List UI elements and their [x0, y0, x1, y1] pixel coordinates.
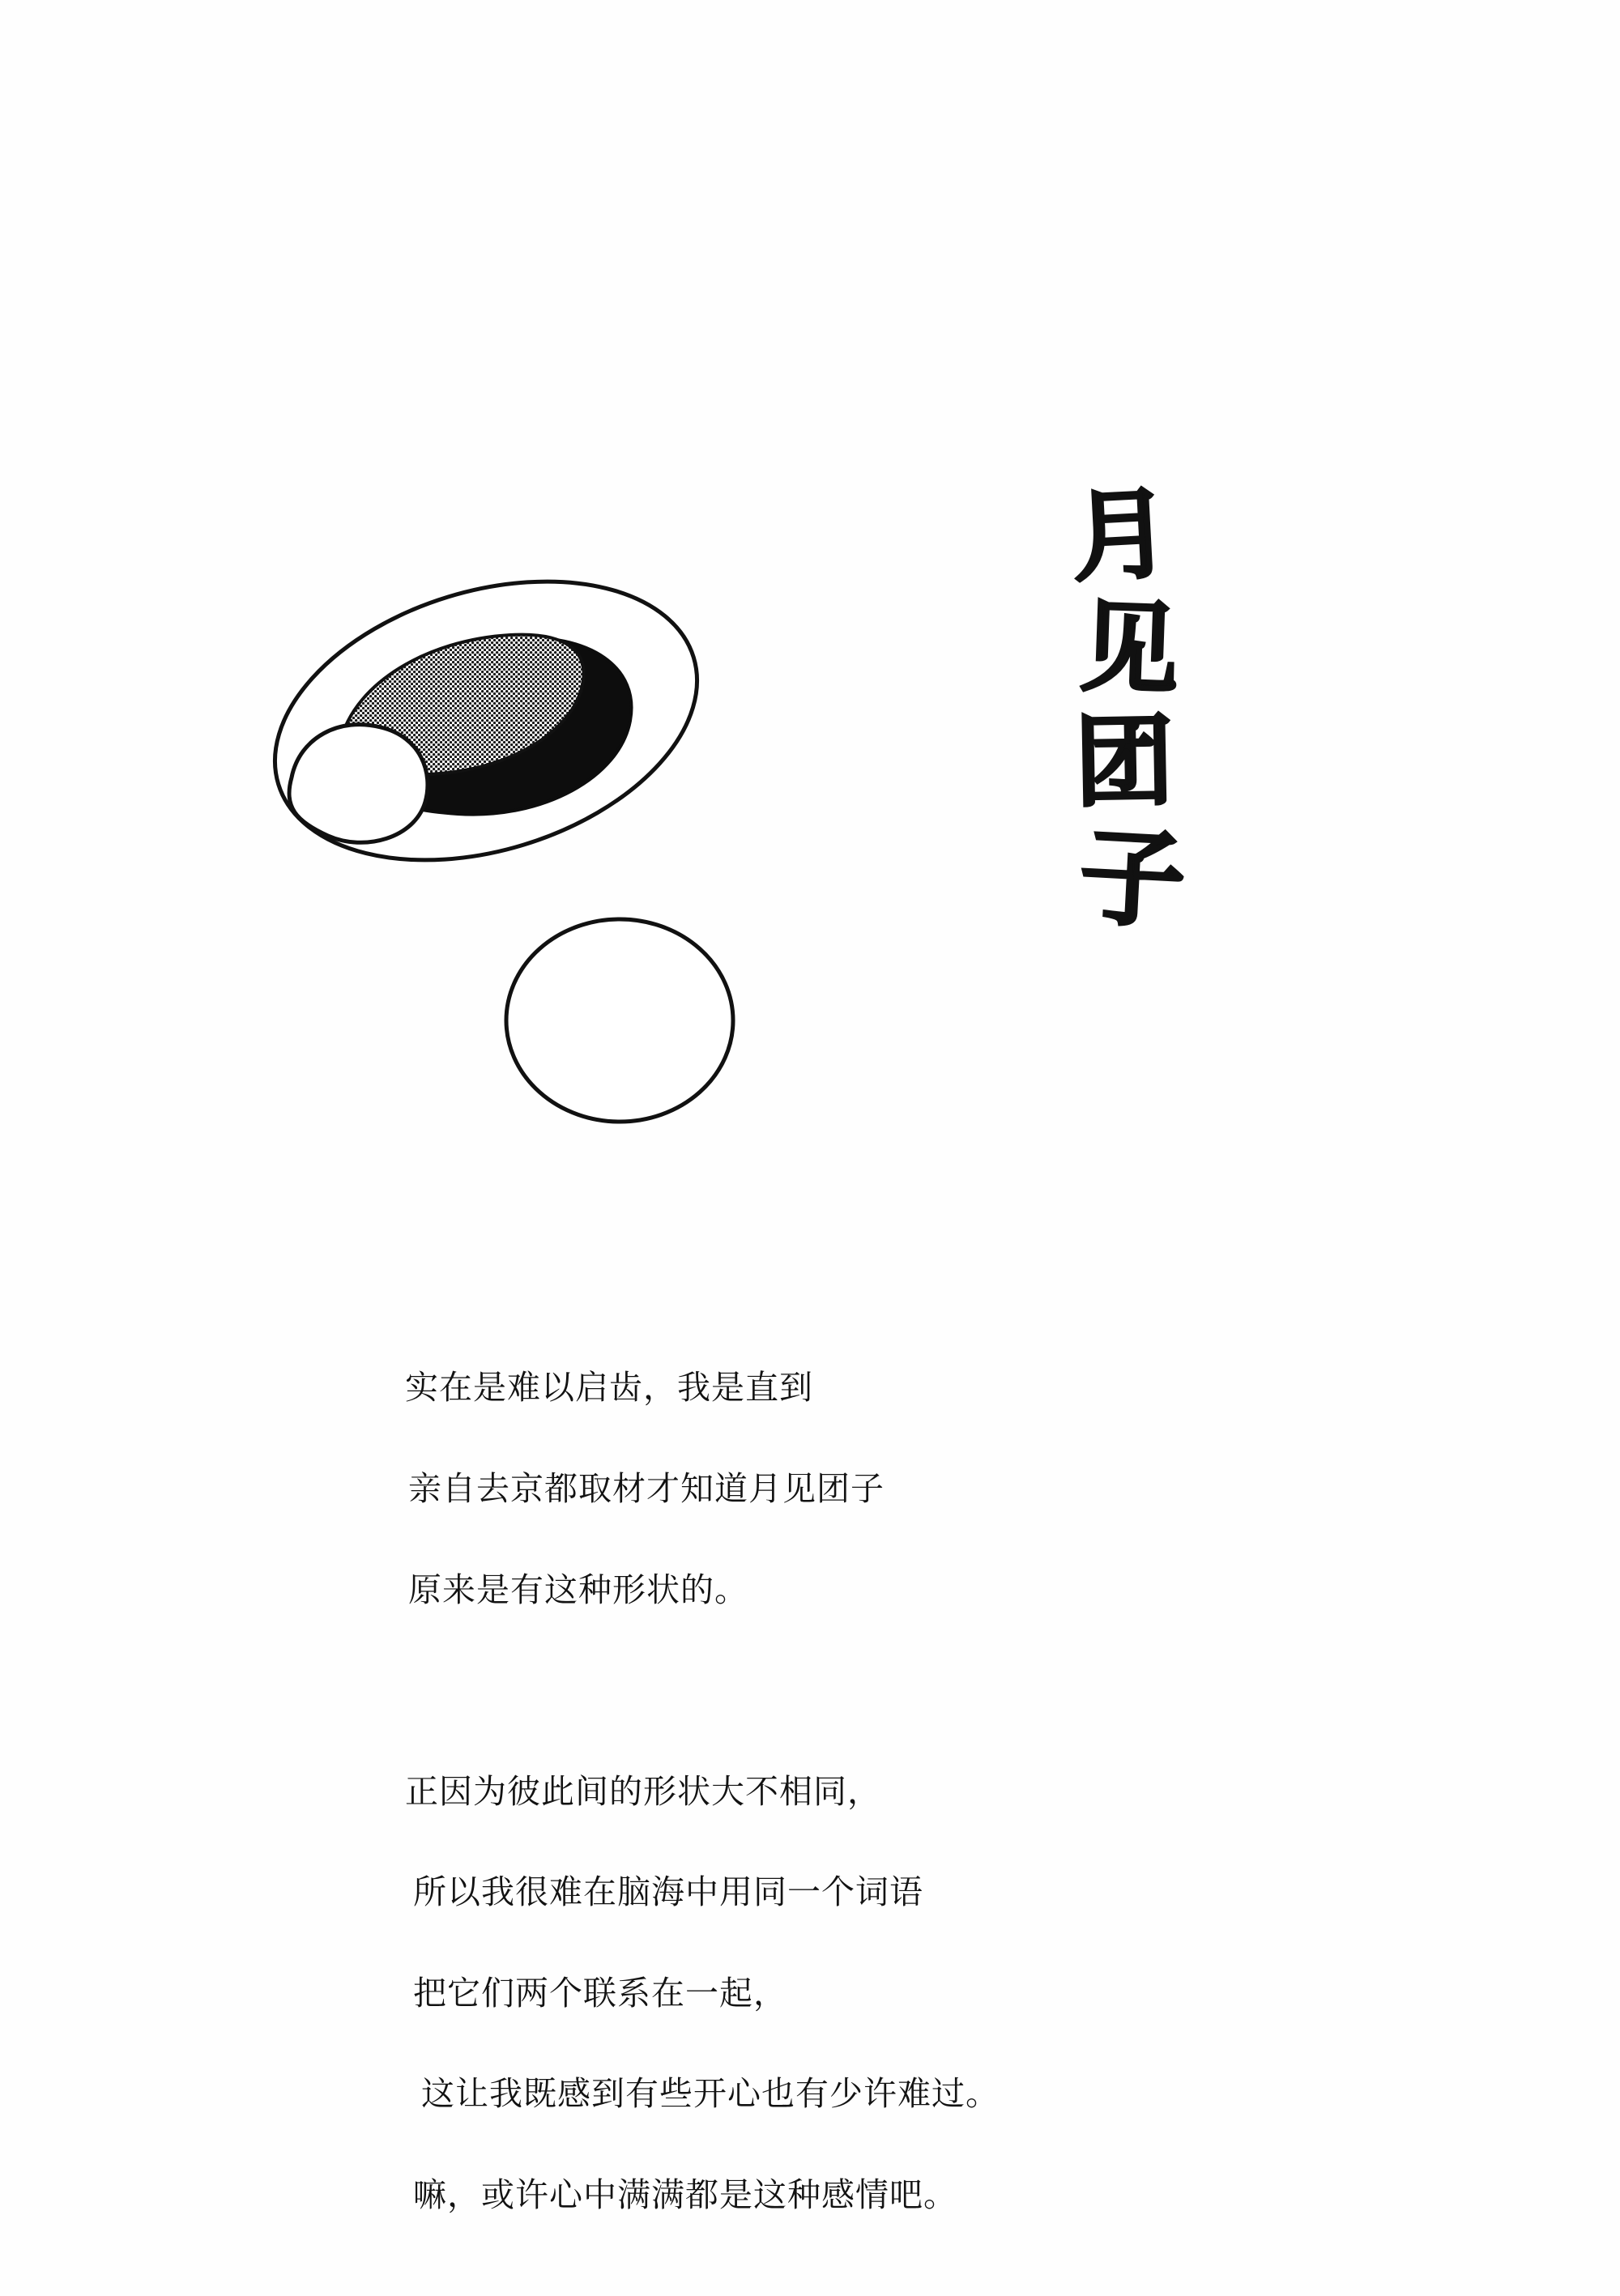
title-char-1: 月	[1068, 475, 1174, 596]
white-dango-ball-shape	[506, 919, 733, 1122]
paragraph-2-line-1: 正因为彼此间的形状大不相同，	[405, 1771, 881, 1811]
title-char-2: 见	[1077, 590, 1181, 709]
paragraph-2-line-2: 所以我很难在脑海中用同一个词语	[413, 1872, 923, 1912]
paragraph-1-line-2: 亲自去京都取材才知道月见团子	[408, 1468, 885, 1508]
paragraph-2	[405, 1715, 1264, 2270]
illustration-plate-with-tsukimi-dango	[243, 535, 826, 1150]
white-dango-lobe-shape	[289, 725, 428, 843]
title-char-4: 子	[1076, 815, 1188, 944]
title-char-3: 团	[1073, 703, 1175, 821]
paragraph-2-line-5: 嘛，或许心中满满都是这种感情吧。	[413, 2175, 957, 2214]
paragraph-1-line-1: 实在是难以启齿，我是直到	[405, 1368, 813, 1408]
paragraph-2-line-3: 把它们两个联系在一起，	[413, 1973, 787, 2013]
paragraph-2-line-4: 这让我既感到有些开心也有少许难过。	[421, 2074, 1000, 2114]
page-title	[1029, 475, 1223, 944]
paragraph-1-line-3: 原来是有这种形状的。	[408, 1570, 748, 1609]
paragraph-1	[405, 1312, 1264, 1665]
body-text	[405, 1312, 1264, 2271]
